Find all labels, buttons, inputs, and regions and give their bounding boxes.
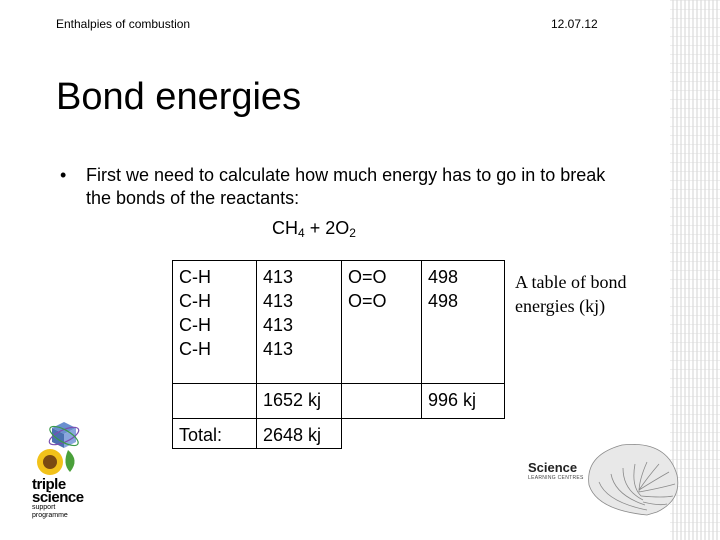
nautilus-shell-logo (527, 440, 697, 530)
atom-cube-icon (47, 422, 81, 449)
logo-word-support: support (32, 504, 56, 511)
bond-value: 413 (263, 339, 294, 359)
slide-title: Bond energies (56, 76, 302, 118)
formula-sub-4: 4 (298, 226, 305, 240)
side-note: A table of bond energies (kj) (515, 272, 627, 316)
bond-label: O=O (348, 267, 387, 287)
bond-label: O=O (348, 291, 387, 311)
bullet-text: First we need to calculate how much energy has to go in to break the bonds of the reactants: (86, 165, 606, 208)
header-date: 12.07.12 (551, 17, 598, 31)
science-wordmark: Science (528, 460, 578, 475)
bond-energy-table (172, 260, 505, 449)
bond-value: 413 (263, 267, 294, 287)
bonds-left-cell (173, 261, 257, 384)
empty-cell (173, 384, 257, 419)
logo-word-science: science (32, 489, 84, 506)
bond-label: C-H (179, 267, 211, 287)
logo-word-triple: triple (32, 476, 66, 493)
bond-value: 413 (263, 291, 294, 311)
bonds-right-cell (342, 261, 422, 384)
formula-methane: CH (272, 218, 298, 238)
total-value: 2648 kj (257, 419, 342, 449)
reactants-formula (272, 218, 356, 240)
header-topic: Enthalpies of combustion (56, 17, 191, 31)
empty-cell (342, 384, 422, 419)
sunflower-icon (37, 449, 75, 475)
learning-centres-text: LEARNING CENTRES (528, 475, 584, 481)
values-left-cell (257, 261, 342, 384)
bond-label: C-H (179, 291, 211, 311)
table-row (173, 419, 505, 449)
bond-value: 413 (263, 315, 294, 335)
subtotal-left: 1652 kj (257, 384, 342, 419)
triple-science-wordmark (32, 478, 84, 520)
formula-oxygen: + 2O (304, 218, 350, 238)
bond-label: C-H (179, 315, 211, 335)
bond-label: C-H (179, 339, 211, 359)
table-row (173, 384, 505, 419)
total-label: Total: (173, 419, 257, 449)
bond-value: 498 (428, 267, 459, 287)
logo-word-programme: programme (32, 512, 68, 519)
table-row (173, 261, 505, 384)
bond-value: 498 (428, 291, 459, 311)
formula-sub-2: 2 (349, 226, 356, 240)
subtotal-right: 996 kj (422, 384, 505, 419)
values-right-cell (422, 261, 505, 384)
bullet-marker: • (60, 165, 67, 185)
